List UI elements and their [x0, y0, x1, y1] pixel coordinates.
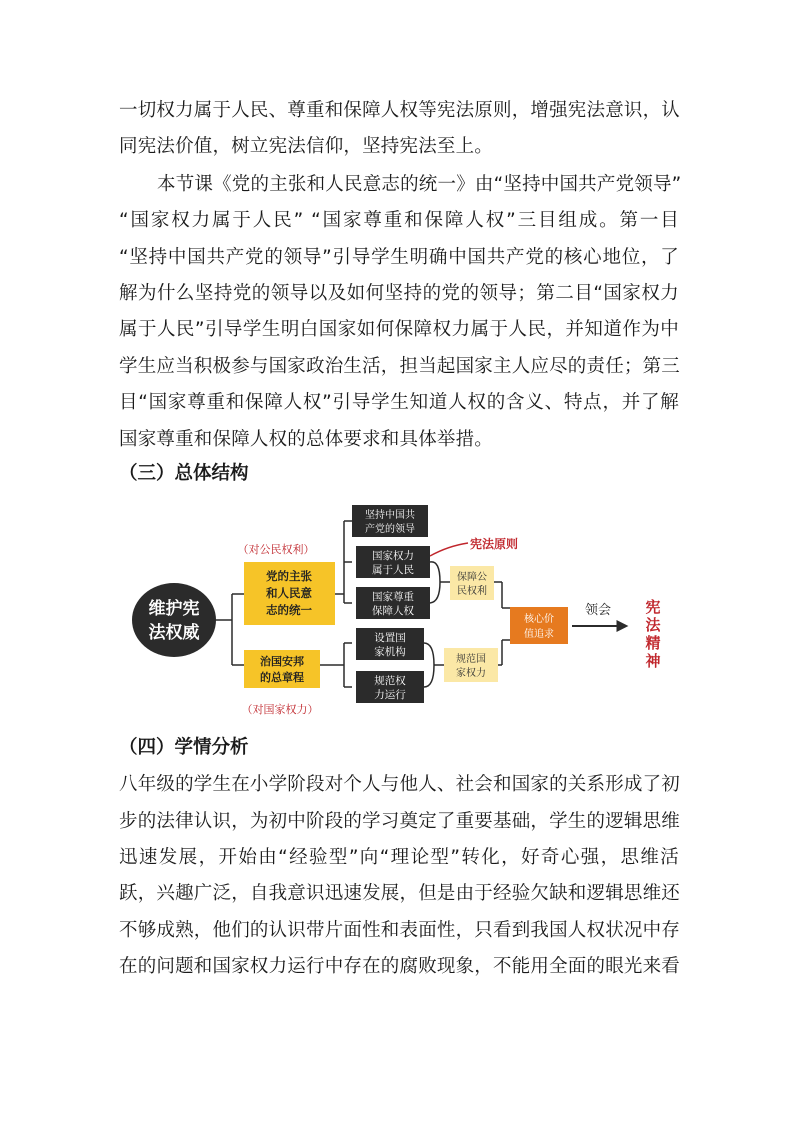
text-line: 学生应当积极参与国家政治生活，担当起国家主人应尽的责任；第三: [119, 356, 681, 377]
section-heading-4: （四）学情分析: [119, 737, 249, 758]
branch1-line: 和人民意: [266, 586, 312, 600]
item-line: 属于人民: [372, 564, 414, 576]
item-line: 保障人权: [372, 605, 414, 617]
item-line: 家机构: [374, 646, 406, 658]
text-line: “国家权力属于人民” “国家尊重和保障人权”三目组成。第一目: [119, 210, 679, 231]
spirit-char: 神: [645, 652, 661, 670]
text-line: “坚持中国共产党的领导”引导学生明确中国共产党的核心地位，了: [119, 247, 679, 268]
text-line: 属于人民”引导学生明白国家如何保障权力属于人民，并知道作为中: [119, 319, 679, 340]
text-line: 跃，兴趣广泛，自我意识迅速发展，但是由于经验欠缺和逻辑思维还: [119, 883, 681, 904]
tag-citizen-rights: （对公民权利）: [237, 543, 315, 556]
spirit-char: 精: [645, 634, 661, 652]
constitution-principle-label: 宪法原则: [470, 537, 519, 551]
protect-line: 保障公: [457, 572, 487, 583]
spirit-char: 宪: [645, 598, 661, 616]
text-line: 同宪法价值，树立宪法信仰，坚持宪法至上。: [119, 136, 494, 157]
root-node: [132, 583, 216, 657]
item-line: 国家尊重: [372, 591, 414, 603]
item-line: 国家权力: [372, 550, 414, 562]
text-line: 步的法律认识，为初中阶段的学习奠定了重要基础，学生的逻辑思维: [119, 811, 681, 832]
text-line: 目“国家尊重和保障人权”引导学生知道人权的含义、特点，并了解: [119, 392, 679, 413]
item-line: 坚持中国共: [365, 510, 415, 521]
text-line: 迅速发展，开始由“经验型”向“理论型”转化，好奇心强，思维活: [119, 847, 679, 868]
item-line: 设置国: [374, 632, 406, 644]
text-line: 不够成熟，他们的认识带片面性和表面性，只看到我国人权状况中存: [119, 920, 681, 941]
comprehend-label: 领会: [584, 603, 612, 618]
text-line: 本节课《党的主张和人民意志的统一》由“坚持中国共产党领导”: [157, 174, 682, 195]
core-line: 值追求: [524, 629, 554, 640]
principle-pointer: [430, 543, 468, 556]
section-heading-3: （三）总体结构: [119, 463, 249, 484]
tag-state-power: （对国家权力）: [241, 703, 319, 716]
root-line-1: 维护宪: [148, 599, 200, 619]
regulate-line: 家权力: [456, 668, 486, 679]
branch2-line: 的总章程: [260, 671, 304, 684]
core-line: 核心价: [524, 614, 554, 625]
protect-line: 民权利: [457, 586, 487, 597]
item-line: 规范权: [374, 675, 406, 687]
regulate-line: 规范国: [456, 654, 486, 665]
text-line: 在的问题和国家权力运行中存在的腐败现象，不能用全面的眼光来看: [119, 956, 681, 977]
item-line: 产党的领导: [365, 524, 415, 535]
text-line: 一切权力属于人民、尊重和保障人权等宪法原则，增强宪法意识，认: [119, 100, 681, 121]
text-line: 八年级的学生在小学阶段对个人与他人、社会和国家的关系形成了初: [119, 774, 681, 795]
item-line: 力运行: [374, 689, 406, 701]
spirit-char: 法: [645, 616, 661, 634]
branch2-line: 治国安邦: [260, 655, 304, 668]
text-line: 国家尊重和保障人权的总体要求和具体举措。: [119, 429, 494, 450]
branch1-line: 志的统一: [266, 603, 312, 617]
branch1-line: 党的主张: [266, 569, 312, 583]
text-line: 解为什么坚持党的领导以及如何坚持的党的领导；第二目“国家权力: [119, 283, 679, 304]
root-line-2: 法权威: [148, 623, 200, 643]
